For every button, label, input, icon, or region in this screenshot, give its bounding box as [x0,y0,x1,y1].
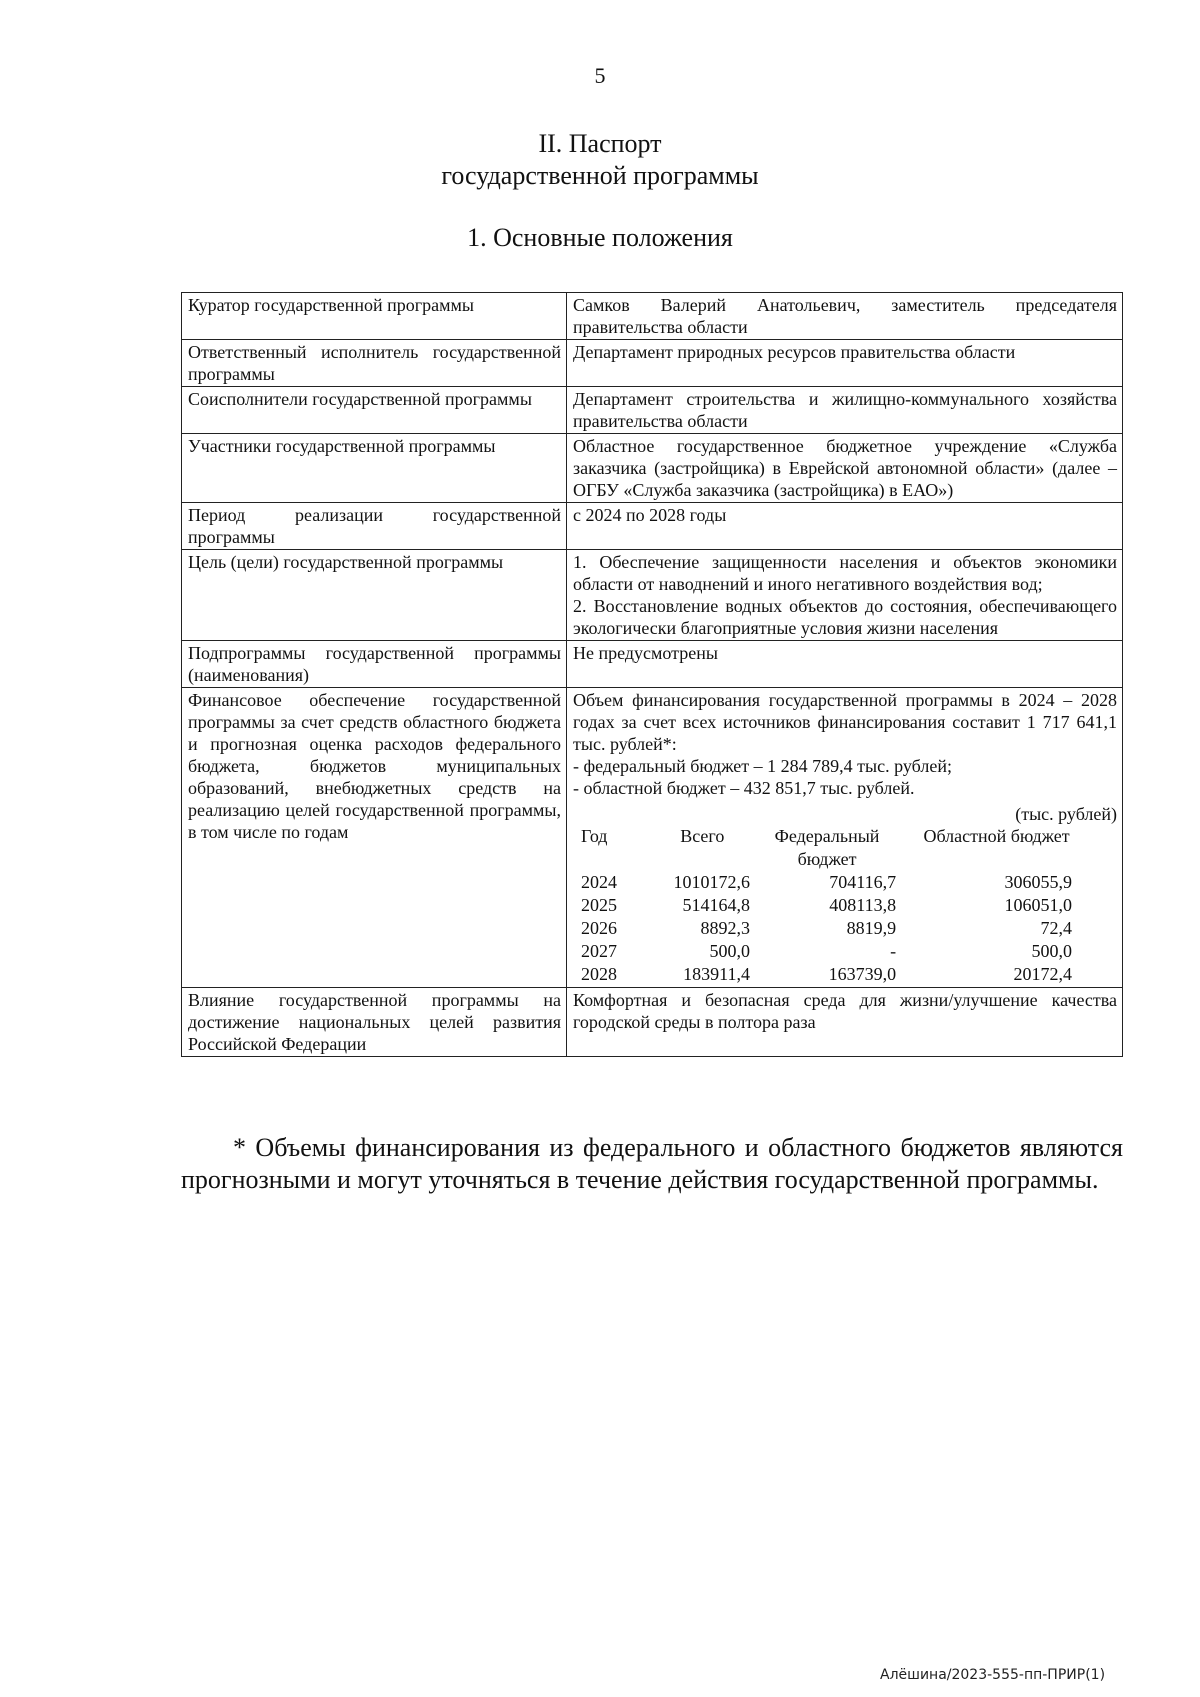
fin-cell-regional: 306055,9 [1004,872,1072,892]
passport-row [182,434,1123,503]
passport-table [181,292,1123,1057]
fin-cell-regional: 20172,4 [1013,964,1072,984]
document-stamp: Алёшина/2023-555-пп-ПРИР(1) [880,1667,1106,1683]
goals-value [567,550,1123,641]
financing-label: Финансовое обеспечение государственной программы за счет средств областного бюджета и прогнозная оценка расходов федерального бюджета, бюджетов муниципальных образований, внебюджетных средств на реализацию целей государственной программы, в том числе по годам [182,688,567,988]
passport-row [182,641,1123,688]
participants-label: Участники государственной программы [182,434,567,503]
table-row [573,940,1117,963]
passport-row [182,688,1123,988]
co-executors-label: Соисполнители государственной программы [182,387,567,434]
fin-cell-year: 2026 [581,918,617,938]
fin-cell-total: 8892,3 [700,918,750,938]
passport-row [182,387,1123,434]
table-row [573,871,1117,894]
curator-value: Самков Валерий Анатольевич, заместитель председателя правительства области [567,293,1123,340]
fin-cell-regional: 500,0 [1031,941,1072,961]
passport-row [182,340,1123,387]
period-label: Период реализации государственной программы [182,503,567,550]
fin-cell-total: 500,0 [709,941,750,961]
fin-header-total: Всего [680,826,725,846]
national-goals-value: Комфортная и безопасная среда для жизни/улучшение качества городской среды в полтора раза [567,988,1123,1057]
goal-2: 2. Восстановление водных объектов до состояния, обеспечивающего экологически благоприятные условия жизни населения [573,596,1117,638]
subsection-title: 1. Основные положения [467,223,733,252]
period-value: с 2024 по 2028 годы [567,503,1123,550]
page-number: 5 [594,63,606,88]
table-row [573,963,1117,986]
fin-cell-total: 1010172,6 [673,872,750,892]
fin-cell-year: 2025 [581,895,617,915]
fin-cell-federal: 408113,8 [829,895,897,915]
financing-regional-text: - областной бюджет – 432 851,7 тыс. рублей. [573,778,915,798]
goals-label: Цель (цели) государственной программы [182,550,567,641]
national-goals-label: Влияние государственной программы на достижение национальных целей развития Российской Федерации [182,988,567,1057]
fin-header-regional: Областной бюджет [923,826,1070,846]
passport-row [182,293,1123,340]
table-row [573,917,1117,940]
passport-row [182,550,1123,641]
fin-cell-regional: 106051,0 [1004,895,1072,915]
co-executors-value: Департамент строительства и жилищно-коммунального хозяйства правительства области [567,387,1123,434]
section-title [0,128,1200,192]
financing-table [573,825,1117,986]
fin-cell-year: 2024 [581,872,617,892]
participants-value: Областное государственное бюджетное учреждение «Служба заказчика (застройщика) в Еврейской автономной области» (далее – ОГБУ «Служба заказчика (застройщика) в ЕАО») [567,434,1123,503]
fin-cell-federal: 163739,0 [828,964,897,984]
footnote: * Объемы финансирования из федерального и областного бюджетов являются прогнозными и могут уточняться в течение действия государственной программы. [181,1133,1123,1194]
fin-cell-year: 2027 [581,941,617,961]
fin-cell-total: 183911,4 [683,964,750,984]
fin-cell-total: 514164,8 [682,895,750,915]
fin-cell-regional: 72,4 [1040,918,1072,938]
fin-cell-year: 2028 [581,964,617,984]
financing-federal-text: - федеральный бюджет – 1 284 789,4 тыс. рублей; [573,756,952,776]
section-title-line1: II. Паспорт [538,129,662,158]
financing-header-row [573,825,1117,871]
goal-1: 1. Обеспечение защищенности населения и объектов экономики области от наводнений и иного негативного воздействия вод; [573,552,1117,594]
subprograms-value: Не предусмотрены [567,641,1123,688]
fin-cell-federal: 704116,7 [829,872,897,892]
executor-value: Департамент природных ресурсов правительства области [567,340,1123,387]
fin-header-federal: Федеральный бюджет [774,826,880,869]
passport-row [182,503,1123,550]
fin-cell-federal: 8819,9 [846,918,897,938]
passport-row [182,988,1123,1057]
table-row [573,894,1117,917]
curator-label: Куратор государственной программы [182,293,567,340]
financing-total-text: Объем финансирования государственной программы в 2024 – 2028 годах за счет всех источников финансирования составит 1 717 641,1 тыс. рублей*: [573,690,1117,754]
executor-label: Ответственный исполнитель государственной программы [182,340,567,387]
financing-value [567,688,1123,988]
fin-header-year: Год [581,826,608,846]
subprograms-label: Подпрограммы государственной программы (наименования) [182,641,567,688]
financing-unit: (тыс. рублей) [1015,804,1117,824]
section-title-line2: государственной программы [441,161,759,190]
fin-cell-federal: - [890,941,897,961]
